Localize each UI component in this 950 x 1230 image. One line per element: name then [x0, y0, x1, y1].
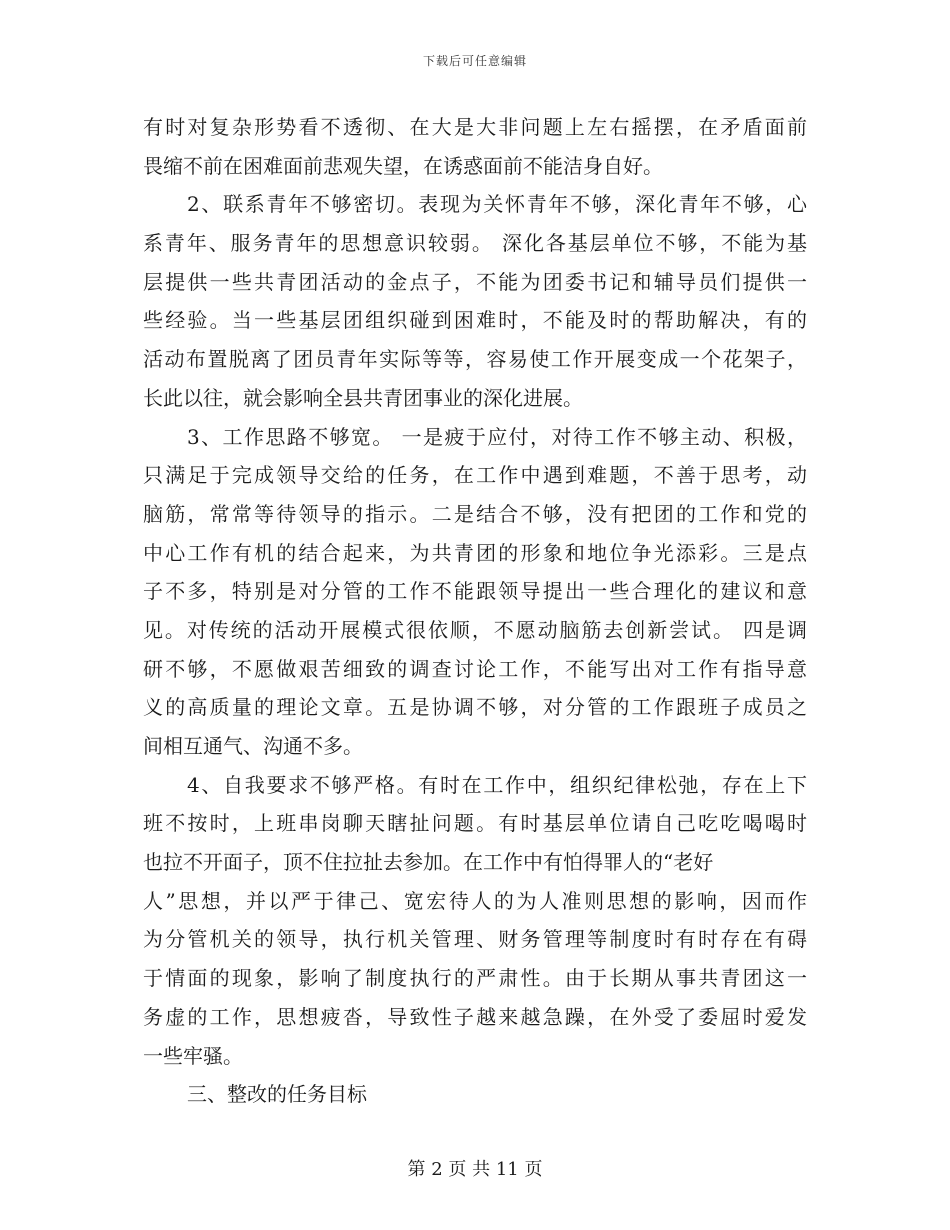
text-line: 脑筋，常常等待领导的指示。二是结合不够，没有把团的工作和党的 — [143, 501, 807, 526]
page-number: 第 2 页 共 11 页 — [407, 1159, 543, 1180]
text-line: 为分管机关的领导，执行机关管理、财务管理等制度时有时存在有碍 — [143, 927, 807, 952]
text-line: 系青年、服务青年的思想意识较弱。 深化各基层单位不够，不能为基 — [143, 231, 807, 256]
text-line: 中心工作有机的结合起来，为共青团的形象和地位争光添彩。三是点 — [143, 540, 807, 565]
text-line: 见。对传统的活动开展模式很依顺，不愿动脑筋去创新尝试。 四是调 — [143, 617, 807, 642]
text-line: 长此以往，就会影响全县共青团事业的深化进展。 — [143, 385, 583, 410]
text-line: 层提供一些共青团活动的金点子，不能为团委书记和辅导员们提供一 — [143, 269, 807, 294]
text-line: 4、自我要求不够严格。有时在工作中，组织纪律松弛，存在上下 — [187, 772, 807, 797]
text-line: 3、工作思路不够宽。 一是疲于应付，对待工作不够主动、积极， — [187, 424, 807, 449]
text-line: 研不够，不愿做艰苦细致的调查讨论工作，不能写出对工作有指导意 — [143, 656, 807, 681]
text-line: 子不多，特别是对分管的工作不能跟领导提出一些合理化的建议和意 — [143, 579, 807, 604]
text-line: 一些牢骚。 — [143, 1043, 243, 1068]
text-line: 义的高质量的理论文章。五是协调不够，对分管的工作跟班子成员之 — [143, 695, 807, 720]
text-line: 于情面的现象，影响了制度执行的严肃性。由于长期从事共青团这一 — [143, 966, 807, 991]
text-line: 班不按时，上班串岗聊天瞎扯问题。有时基层单位请自己吃吃喝喝时 — [143, 811, 807, 836]
text-line: 只满足于完成领导交给的任务，在工作中遇到难题，不善于思考，动 — [143, 463, 807, 488]
document-body — [143, 108, 807, 1114]
text-line: 务虚的工作，思想疲沓，导致性子越来越急躁，在外受了委屈时爱发 — [143, 1004, 807, 1029]
text-line: 间相互通气、沟通不多。 — [143, 734, 363, 758]
page-header: 下载后可任意编辑 — [422, 54, 527, 68]
text-line: 人”思想，并以严于律己、宽宏待人的为人准则思想的影响，因而作 — [143, 888, 807, 913]
section-heading: 三、整改的任务目标 — [187, 1082, 367, 1107]
text-line: 也拉不开面子，顶不住拉扯去参加。在工作中有怕得罪人的“老好 — [143, 850, 714, 875]
text-line: 活动布置脱离了团员青年实际等等，容易使工作开展变成一个花架子， — [143, 347, 807, 372]
text-line: 2、联系青年不够密切。表现为关怀青年不够，深化青年不够，心 — [187, 192, 807, 217]
text-line: 有时对复杂形势看不透彻、在大是大非问题上左右摇摆，在矛盾面前 — [143, 115, 807, 139]
text-line: 畏缩不前在困难面前悲观失望，在诱惑面前不能洁身自好。 — [143, 153, 663, 178]
text-line: 些经验。当一些基层团组织碰到困难时，不能及时的帮助解决，有的 — [143, 308, 807, 333]
